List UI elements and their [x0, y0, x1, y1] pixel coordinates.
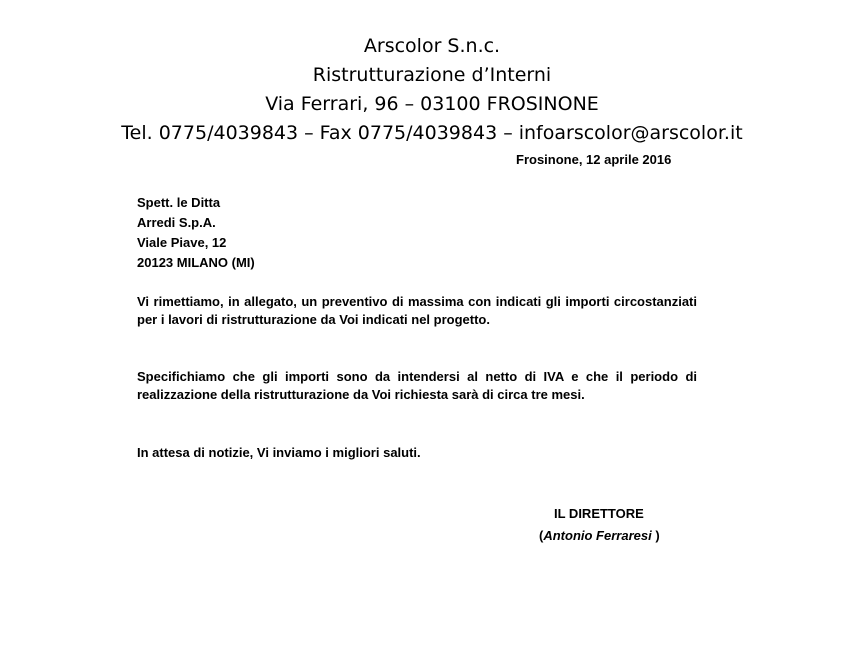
recipient-name: Arredi S.p.A.: [137, 215, 216, 230]
body-paragraph-2: Specifichiamo che gli importi sono da intendersi al netto di IVA e che il periodo di realizzazione della ristrutturazione da Voi richiesta sarà di circa tre mesi.: [137, 369, 697, 402]
company-name: Arscolor S.n.c.: [363, 35, 501, 57]
signature-open-paren: (: [539, 528, 544, 543]
letterhead: [0, 32, 864, 148]
company-contacts: Tel. 0775/4039843 – Fax 0775/4039843 – infoarscolor@arscolor.it: [121, 122, 743, 144]
recipient-street: Viale Piave, 12: [137, 235, 227, 250]
signature-block: [520, 503, 720, 547]
recipient-block: [137, 193, 255, 273]
closing-paragraph: In attesa di notizie, Vi inviamo i migliori saluti.: [137, 445, 421, 460]
company-activity: Ristrutturazione d’Interni: [312, 64, 552, 86]
body-paragraph-1: Vi rimettiamo, in allegato, un preventivo di massima con indicati gli importi circostanziati per i lavori di ristrutturazione da Voi indicati nel progetto.: [137, 294, 697, 327]
recipient-salutation: Spett. le Ditta: [137, 195, 221, 210]
company-address: Via Ferrari, 96 – 03100 FROSINONE: [265, 93, 599, 115]
signature-title: IL DIRETTORE: [554, 506, 644, 521]
recipient-city: 20123 MILANO (MI): [137, 255, 255, 270]
letter-date: Frosinone, 12 aprile 2016: [516, 152, 672, 167]
signature-close-paren: ): [651, 528, 660, 543]
signature-name-line: [520, 525, 720, 547]
signature-name: Antonio Ferraresi: [543, 528, 652, 543]
